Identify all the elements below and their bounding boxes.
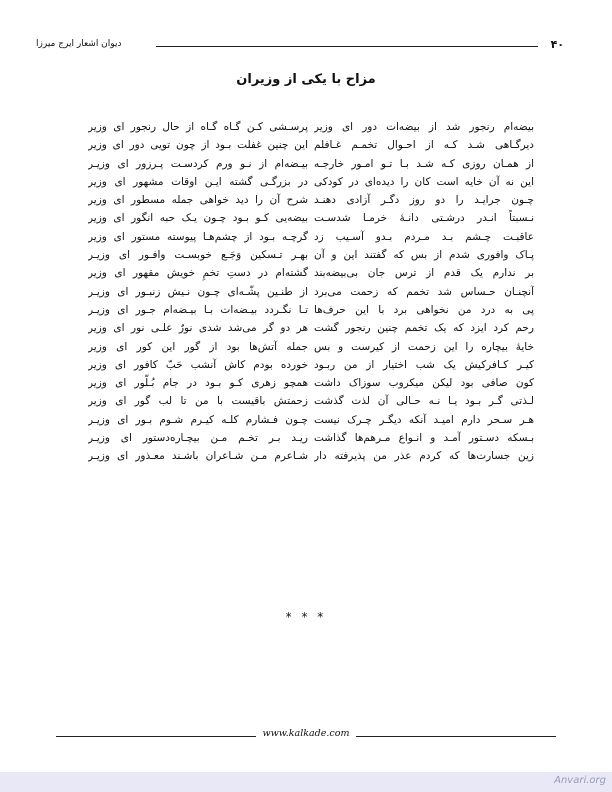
page-header xyxy=(36,36,564,54)
poem-line: هـر سـحر دارم امیـد آنکه دیگـر چـرک نیست xyxy=(314,413,534,426)
poem-line: رحم کرد ایزد که یک تخمم چنین رنجور گشت xyxy=(314,322,534,335)
poem-line: همچو زهری کـو بـود در جام بُـلّور ای وزیر xyxy=(88,377,308,390)
poem-line: زحمتش باقیست با من تا لب گور ای وزیر xyxy=(88,395,308,408)
poem-line: پـاک وافوری شدم از بس که گفتند این و آن xyxy=(314,249,534,262)
poem-left-column xyxy=(88,118,308,466)
poem-line: نـسبتاً انـدر درشـتی دانـهٔ خرمـا شدسـت xyxy=(314,212,534,225)
poem-line: از همـان روزی کـه شـد بـا تـو امـور خارجـه xyxy=(314,157,534,170)
watermark-text: Anvari.org xyxy=(554,775,606,786)
poem-line: دیرگـاهی شـد کـه از احـوال تخمـم غـافلم xyxy=(314,139,534,152)
poem-line: چـون فـشارم کلـه کیـرم شـوم بـور ای وزیـر xyxy=(88,413,308,426)
poem-line: کیـر کـافرکیش یک شب اختیار از من ربـود xyxy=(314,358,534,371)
poem-line: بهـر تـسکین وَجَـع خوبسـت وافـور ای وزیـر xyxy=(88,249,308,262)
footer-rule-left xyxy=(56,736,256,737)
book-title: دیوان اشعار ایرج میرزا xyxy=(36,39,122,49)
poem-line: هر دو گر می‌شد شدی نورٌ علـی نور ای وزیر xyxy=(88,322,308,335)
poem-line: این نه آن خایه است کان را دیده‌ای در کودکی xyxy=(314,175,534,188)
poem-line: گرچـه بـود از چشم‌هـا پیوسته مستور ای وزیر xyxy=(88,230,308,243)
poem-body xyxy=(88,118,534,568)
poem-line: بیضه‌یی کـو بـود چـون یـک حبه انگور ای وزیر xyxy=(88,212,308,225)
poem-title: مزاح با یکی از وزیران xyxy=(236,72,376,87)
footer-url: www.kalkade.com xyxy=(262,728,350,739)
watermark-bar xyxy=(0,772,612,792)
poem-line: چـون جرایـد را دو روز دگـر آزادی دهنـد xyxy=(314,194,534,207)
poem-line: شرح آن را دید خواهی جمله مسطور ای وزیر xyxy=(88,194,308,207)
poem-line: زین جسارت‌ها که کردم عذر من پذیرفته دار xyxy=(314,450,534,463)
poem-line: ریـد بـر تخـم مـن بیچـاره‌دستور ای وزیـر xyxy=(88,432,308,445)
poem-line: آنچنـان حـساس شد تخمم که زحمت می‌برد xyxy=(314,285,534,298)
poem-line: عاقبـت چـشم بـد مـردم بـدو آسـیب زد xyxy=(314,230,534,243)
poem-line: در بزرگـی گشته ایـن اوقات مشهور ای وزیر xyxy=(88,175,308,188)
page-footer xyxy=(56,728,556,744)
poem-line: لـذتی گـر بـود یـا نـه حـالی آن لذت گذشت xyxy=(314,395,534,408)
footer-rule-right xyxy=(356,736,556,737)
poem-line: بیضه‌ام رنجور شد از بیضه‌ات دور ای وزیر xyxy=(314,121,534,133)
poem-right-column xyxy=(314,118,534,466)
poem-line: بیـضه‌ام از نـو ورم کردسـت پـرزور ای وزیـر xyxy=(88,157,308,170)
poem-line: بر ندارم یک قدم از ترس جان بی‌بیضه‌بند xyxy=(314,267,534,280)
poem-line: این چنین غفلت بـود از چون تویی دور ای وزیر xyxy=(88,139,308,152)
page-number: ۴۰ xyxy=(550,38,564,51)
poem-line: تـا نگـردد بیـضه‌ات بـا بیـضه‌ام جـور ای وزیـر xyxy=(88,303,308,316)
poem-line: کون صافی بود لیکن میکروب سوزاک داشت xyxy=(314,377,534,390)
poem-line: خورده بودم کاش آنشب حَبّ کافور ای وزیر xyxy=(88,358,308,371)
poem-line: خایهٔ بیچاره را این زحمت از کیرست و بس xyxy=(314,340,534,353)
poem-line: شـاعرم مـن شـاعران باشـند معـذور ای وزیـر xyxy=(88,450,308,463)
poem-line: پرسـشی کـن گـاه گـاه از حال رنجور ای وزیر xyxy=(88,121,308,133)
header-rule xyxy=(156,46,538,47)
poem-line: پی به درد من نخواهی برد با این حرف‌ها xyxy=(314,303,534,316)
poem-line: گشته‌ام در دستِ تخمِ خویش مقهور ای وزیر xyxy=(88,267,308,280)
poem-line: جمله آتش‌ها بود از گور این کور ای وزیر xyxy=(88,340,308,353)
poem-line: از طنـین پشّـه‌ای چـون نـیش زنبـور ای وزیـر xyxy=(88,285,308,298)
poem-line: بـسکه دسـتور آمـد و انـواع مـرهم‌ها گذاشت xyxy=(314,432,534,445)
section-separator: * * * xyxy=(285,610,327,624)
